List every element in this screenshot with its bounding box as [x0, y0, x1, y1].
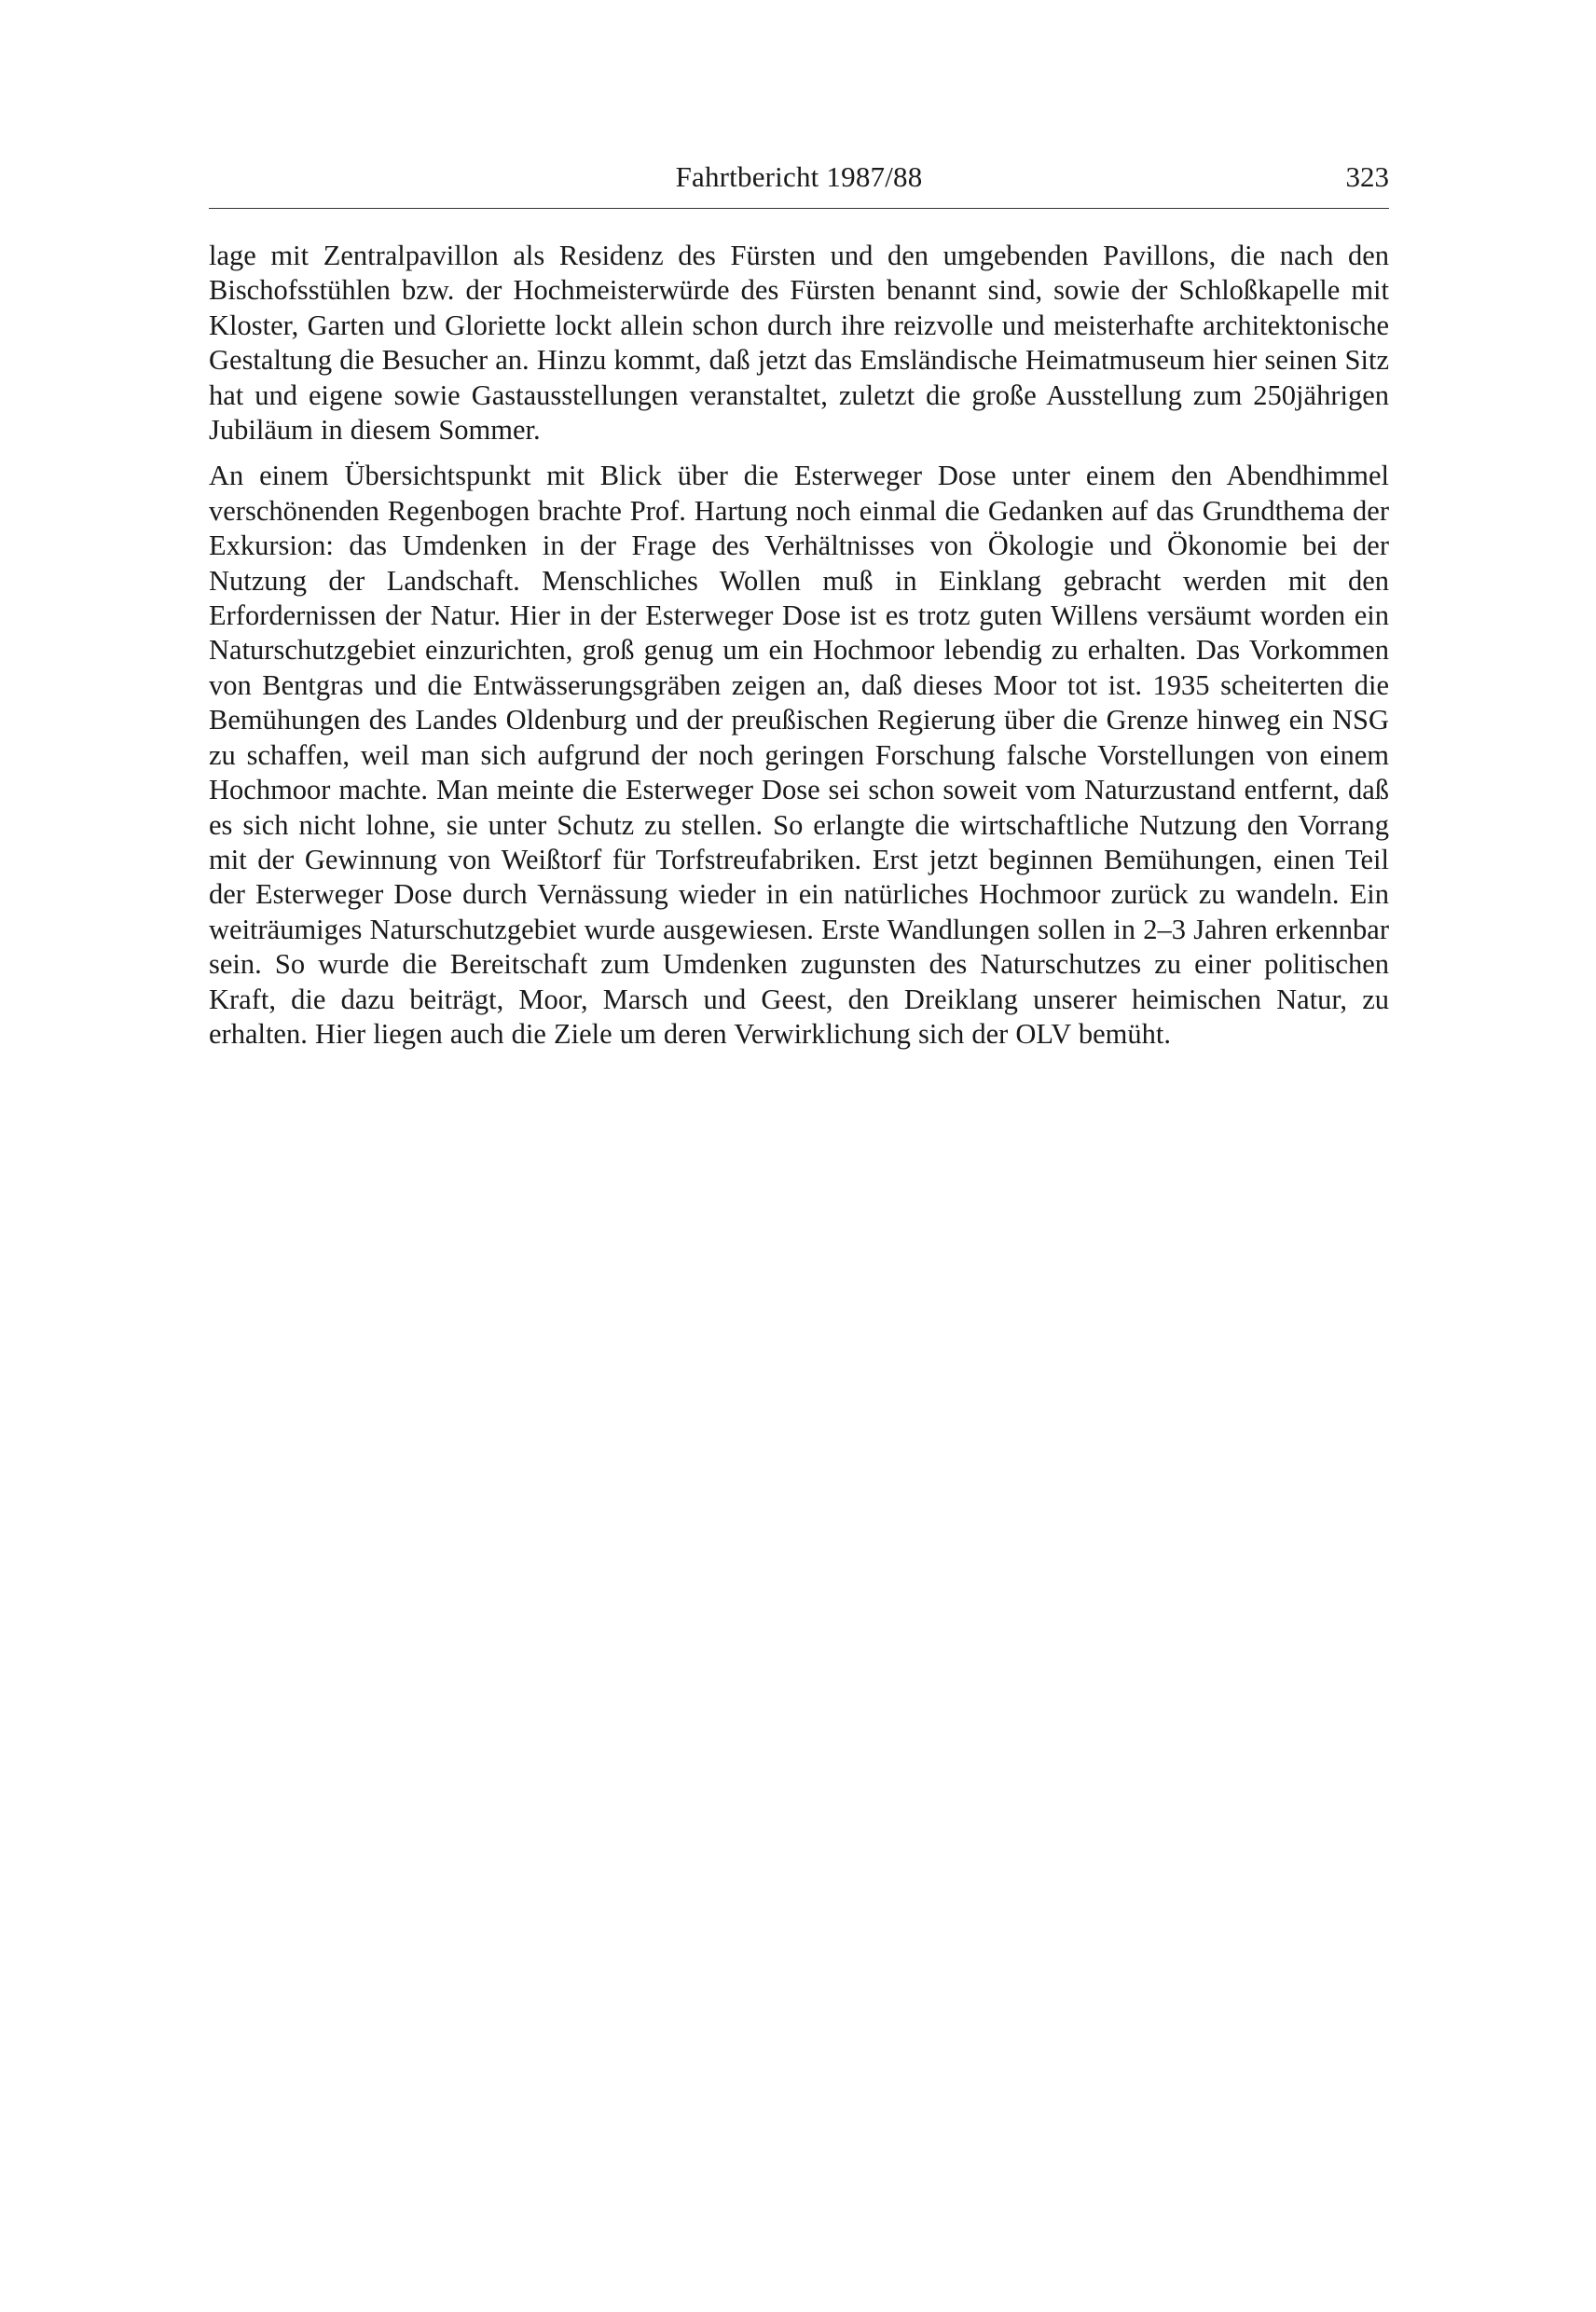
running-title: Fahrtbericht 1987/88 — [675, 160, 923, 193]
running-header — [209, 158, 1389, 203]
page-number: 323 — [1345, 160, 1389, 193]
body-text — [209, 239, 1389, 1063]
header-rule — [209, 208, 1389, 209]
paragraph-2: An einem Übersichtspunkt mit Blick über die Esterweger Dose unter einem den Abendhimmel verschönenden Regenbogen brachte Prof. Hartung noch einmal die Gedanken auf das Grundthema der Exkursion: das Umdenken in der Frage des Verhältnisses von Ökologie und Ökonomie bei der Nutzung der Landschaft. Menschliches Wollen muß in Einklang gebracht werden mit den Erfordernissen der Natur. Hier in der Esterweger Dose ist es trotz guten Willens versäumt worden ein Naturschutzgebiet einzurichten, groß genug um ein Hochmoor lebendig zu erhalten. Das Vorkommen von Bentgras und die Entwässerungsgräben zeigen an, daß dieses Moor tot ist. 1935 scheiterten die Bemühungen des Landes Oldenburg und der preußischen Regierung über die Grenze hinweg ein NSG zu schaffen, weil man sich aufgrund der noch geringen Forschung falsche Vorstellungen von einem Hochmoor machte. Man meinte die Esterweger Dose sei schon soweit vom Naturzustand entfernt, daß es sich nicht lohne, sie unter Schutz zu stellen. So erlangte die wirtschaftliche Nutzung den Vorrang mit der Gewinnung von Weißtorf für Torfstreufabriken. Erst jetzt beginnen Bemühungen, einen Teil der Esterweger Dose durch Vernässung wieder in ein natürliches Hochmoor zurück zu wandeln. Ein weiträumiges Naturschutzgebiet wurde ausgewiesen. Erste Wandlungen sollen in 2–3 Jahren erkennbar sein. So wurde die Bereitschaft zum Umdenken zugunsten des Naturschutzes zu einer politischen Kraft, die dazu beiträgt, Moor, Marsch und Geest, den Dreiklang unserer heimischen Natur, zu erhalten. Hier liegen auch die Ziele um deren Verwirklichung sich der OLV bemüht. — [209, 460, 1389, 1050]
paragraph-1: lage mit Zentralpavillon als Residenz des Fürsten und den umgebenden Pavillons, die nach den Bischofsstühlen bzw. der Hochmeisterwürde des Fürsten benannt sind, sowie der Schloßkapelle mit Kloster, Garten und Gloriette lockt allein schon durch ihre reizvolle und meisterhafte architektonische Gestaltung die Besucher an. Hinzu kommt, daß jetzt das Emsländische Heimatmuseum hier seinen Sitz hat und eigene sowie Gastausstellungen veranstaltet, zuletzt die große Ausstellung zum 250jährigen Jubiläum in diesem Sommer. — [209, 240, 1390, 447]
